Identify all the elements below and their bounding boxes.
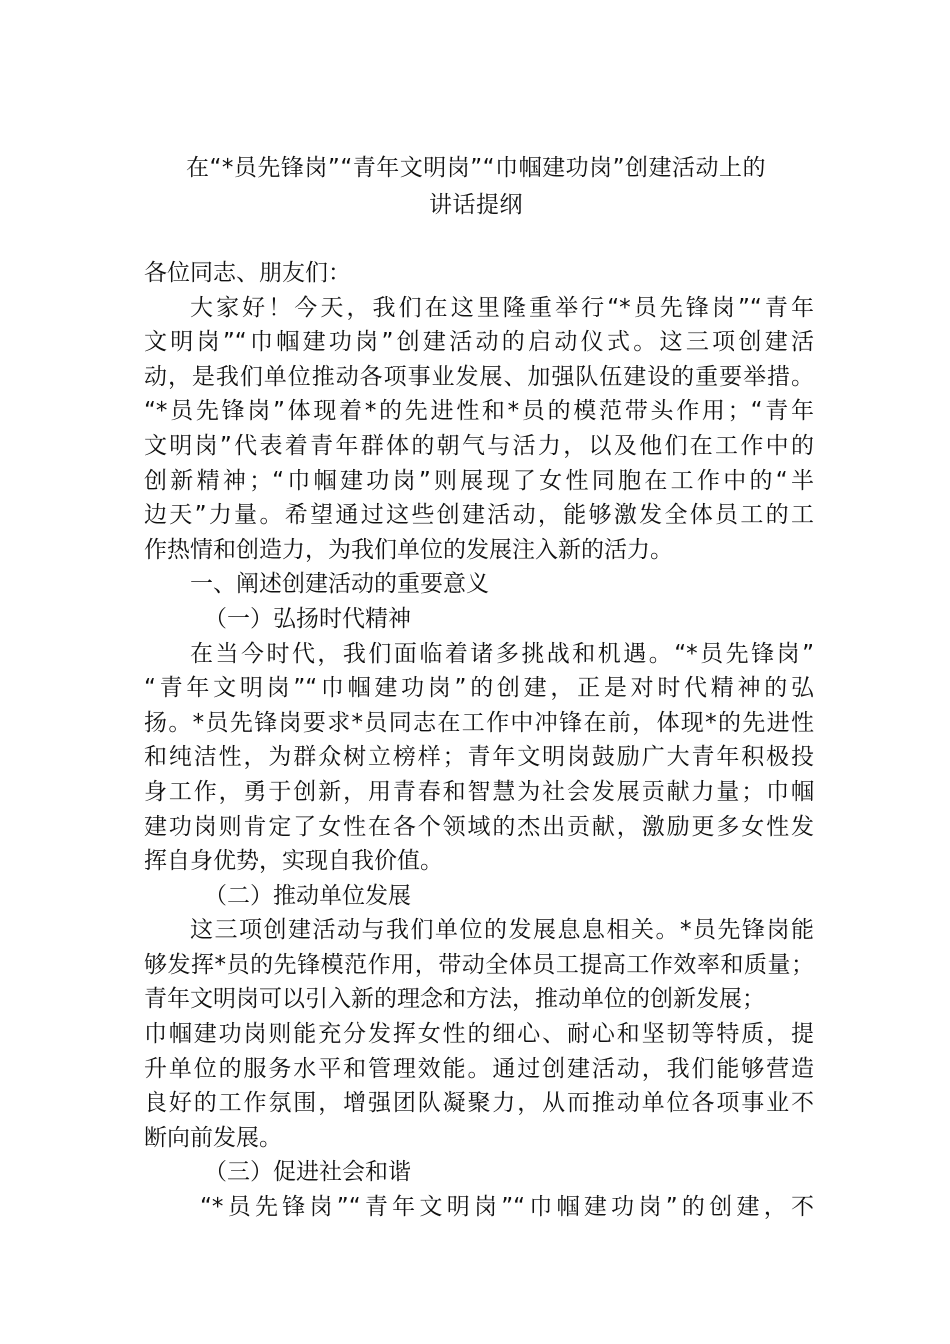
paragraph-line: “*员先锋岗”体现着*的先进性和*员的模范带头作用；“青年 <box>144 398 814 425</box>
paragraph-line: 建功岗则肯定了女性在各个领域的杰出贡献，激励更多女性发 <box>144 813 814 840</box>
paragraph-line: 动，是我们单位推动各项事业发展、加强队伍建设的重要举措。 <box>144 363 814 390</box>
paragraph-line: 巾帼建功岗则能充分发挥女性的细心、耐心和坚韧等特质，提 <box>144 1021 814 1048</box>
paragraph-line: 边天”力量。希望通过这些创建活动，能够激发全体员工的工 <box>144 502 814 529</box>
paragraph-line: “*员先锋岗”“青年文明岗”“巾帼建功岗”的创建，不 <box>200 1194 814 1221</box>
paragraph-line: （一）弘扬时代精神 <box>204 605 411 632</box>
paragraph-line: 挥自身优势，实现自我价值。 <box>144 848 443 875</box>
title-line-2: 讲话提纲 <box>429 192 523 218</box>
paragraph-line: 文明岗”代表着青年群体的朝气与活力，以及他们在工作中的 <box>144 432 814 459</box>
paragraph-line: 升单位的服务水平和管理效能。通过创建活动，我们能够营造 <box>144 1055 814 1082</box>
paragraph-line: 创新精神；“巾帼建功岗”则展现了女性同胞在工作中的“半 <box>144 467 814 494</box>
paragraph-line: 够发挥*员的先锋模范作用，带动全体员工提高工作效率和质量； <box>144 951 814 978</box>
paragraph-line: “青年文明岗”“巾帼建功岗”的创建，正是对时代精神的弘 <box>144 675 814 702</box>
paragraph-line: （三）促进社会和谐 <box>204 1159 411 1186</box>
document-body <box>144 256 814 1225</box>
paragraph-line: 一、阐述创建活动的重要意义 <box>190 571 489 598</box>
title-line-1: 在“*员先锋岗”“青年文明岗”“巾帼建功岗”创建活动上的 <box>186 155 766 181</box>
paragraph-line: 在当今时代，我们面临着诸多挑战和机遇。“*员先锋岗” <box>190 640 814 667</box>
paragraph-line: 青年文明岗可以引入新的理念和方法，推动单位的创新发展； <box>144 986 765 1013</box>
paragraph-line: 断向前发展。 <box>144 1124 282 1151</box>
paragraph-line: 扬。*员先锋岗要求*员同志在工作中冲锋在前，体现*的先进性 <box>144 709 814 736</box>
paragraph-line: 身工作，勇于创新，用青春和智慧为社会发展贡献力量；巾帼 <box>144 778 814 805</box>
paragraph-line: 文明岗”“巾帼建功岗”创建活动的启动仪式。这三项创建活 <box>144 329 814 356</box>
paragraph-line: 良好的工作氛围，增强团队凝聚力，从而推动单位各项事业不 <box>144 1090 814 1117</box>
paragraph-line: 和纯洁性，为群众树立榜样；青年文明岗鼓励广大青年积极投 <box>144 744 814 771</box>
paragraph-line: 作热情和创造力，为我们单位的发展注入新的活力。 <box>144 536 673 563</box>
paragraph-line: 这三项创建活动与我们单位的发展息息相关。*员先锋岗能 <box>190 917 814 944</box>
paragraph-line: （二）推动单位发展 <box>204 882 411 909</box>
document-title <box>140 150 812 224</box>
paragraph-line: 各位同志、朋友们： <box>144 260 351 286</box>
paragraph-line: 大家好！今天，我们在这里隆重举行“*员先锋岗”“青年 <box>190 294 814 321</box>
